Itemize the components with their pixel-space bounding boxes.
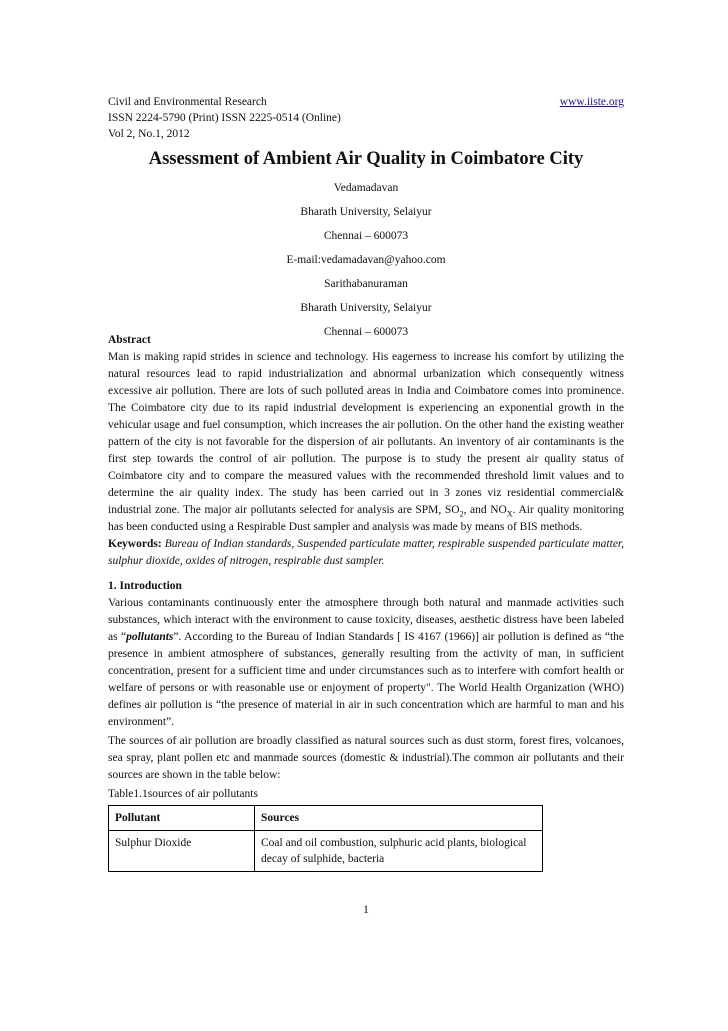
table-header-cell: Sources: [255, 806, 543, 831]
journal-url-link[interactable]: www.iiste.org: [559, 96, 624, 108]
issn-line: ISSN 2224-5790 (Print) ISSN 2225-0514 (Online): [108, 112, 341, 124]
author-city: Chennai – 600073: [323, 230, 409, 242]
introduction-heading: 1. Introduction: [108, 580, 182, 592]
introduction-section: [108, 578, 624, 784]
intro-paragraph: Various contaminants continuously enter the atmosphere through both natural and manmade activities such substances, which interact with the environment to cause toxicity, diseases, aesthetic distress have been labeled as “pollutants”. According to the Bureau of Indian Standards [ IS 4167 (1966)] air pollution is defined as “the presence in ambient atmosphere of substances, generally resulting from the activity of man, in sufficient concentration, present for a sufficient time and under circumstances such as to interfere with comfort health or welfare of persons or with reasonable use or enjoyment of property". The World Health Organization (WHO) defines air pollution is “the presence of material in air in such concentration which are harmful to man and his environment”.: [108, 597, 624, 728]
page-number: 1: [363, 904, 369, 916]
keywords: Keywords: Bureau of Indian standards, Suspended particulate matter, respirable suspended particulate matter, sulphur dioxide, oxides of nitrogen, respirable dust sampler.: [108, 538, 624, 567]
abstract-section: [108, 332, 624, 570]
table-cell: Sulphur Dioxide: [109, 831, 255, 872]
pollutant-table: [108, 805, 543, 872]
table-cell: Coal and oil combustion, sulphuric acid plants, biological decay of sulphide, bacteria: [255, 831, 543, 872]
author-name: Sarithabanuraman: [324, 278, 408, 290]
journal-name: Civil and Environmental Research: [108, 96, 267, 108]
author-affiliation: Bharath University, Selaiyur: [300, 206, 432, 218]
table-row: [109, 831, 543, 872]
intro-paragraph: The sources of air pollution are broadly classified as natural sources such as dust storm, forest fires, volcanoes, sea spray, plant pollen etc and manmade sources (domestic & industrial).The common air pollutants and their sources are shown in the table below:: [108, 735, 624, 781]
table-header-cell: Pollutant: [109, 806, 255, 831]
author-city: Chennai – 600073: [323, 326, 409, 338]
abstract-heading: Abstract: [108, 334, 151, 346]
table-header-row: [109, 806, 543, 831]
author-email[interactable]: E-mail:vedamadavan@yahoo.com: [286, 254, 446, 266]
author-block: [108, 176, 624, 344]
abstract-text: Man is making rapid strides in science and technology. His eagerness to increase his comfort by utilizing the natural resources lead to rapid industrialization and abnormal urbanization which consequently witness excessive air pollution. There are lots of such polluted areas in India and Coimbatore comes into prominence. The Coimbatore city due to its rapid industrial development is experiencing an exponential growth in the vehicular usage and fuel consumption, which increases the air pollution. On the other hand the existing weather pattern of the city is not favorable for the dispersion of air pollutants. An inventory of air contaminants is the first step towards the control of air pollution. The purpose is to study the present air quality status of Coimbatore city and to compare the measured values with the recommended threshold limit values and to determine the air quality index. The study has been carried out in 3 zones viz residential commercial& industrial zone. The major air pollutants selected for analysis are SPM, $SO_2$, and $NO_X$. Air quality monitoring has been conducted using a Respirable Dust sampler and analysis was made by means of BIS methods.: [108, 351, 624, 533]
volume-line: Vol 2, No.1, 2012: [108, 128, 190, 140]
table-caption: Table1.1sources of air pollutants: [108, 788, 258, 800]
author-affiliation: Bharath University, Selaiyur: [300, 302, 432, 314]
paper-title: Assessment of Ambient Air Quality in Coimbatore City: [148, 149, 584, 169]
running-header: [108, 94, 624, 110]
author-name: Vedamadavan: [333, 182, 399, 194]
